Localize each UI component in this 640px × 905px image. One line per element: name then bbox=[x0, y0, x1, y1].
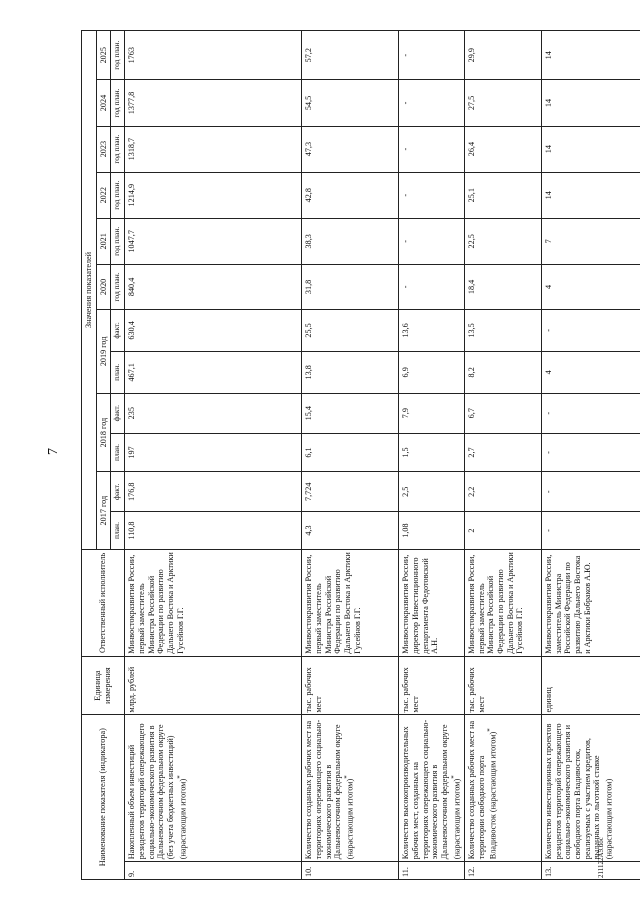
value-2023: - bbox=[399, 126, 465, 172]
indicator-name bbox=[541, 715, 640, 862]
value-2019-plan: 467,1 bbox=[125, 351, 302, 393]
value-2017-plan: 110,8 bbox=[125, 512, 302, 550]
footnote-mark: * bbox=[486, 728, 495, 732]
unit-cell: единиц bbox=[541, 656, 640, 715]
header-2025: 2025 bbox=[96, 31, 111, 80]
value-2020: - bbox=[399, 264, 465, 309]
value-2018-plan: 2,7 bbox=[464, 433, 541, 472]
value-2018-fact: 6,7 bbox=[464, 393, 541, 433]
value-2018-plan: 1,5 bbox=[399, 433, 465, 472]
header-2024-plan: год план. bbox=[111, 80, 125, 126]
row-number: 11. bbox=[399, 862, 465, 880]
value-2018-fact: 15,4 bbox=[302, 393, 399, 433]
header-2024: 2024 bbox=[96, 80, 111, 126]
header-2019-fact: факт. bbox=[111, 309, 125, 351]
value-2017-fact: 7,724 bbox=[302, 472, 399, 512]
row-number: 9. bbox=[125, 862, 302, 880]
rotated-table-container bbox=[81, 30, 616, 880]
value-2021: 7 bbox=[541, 218, 640, 264]
header-2018: 2018 год bbox=[96, 393, 111, 472]
footnote-mark: * bbox=[342, 775, 351, 779]
header-2023: 2023 bbox=[96, 126, 111, 172]
value-2025: - bbox=[399, 31, 465, 80]
header-2020-plan: год план. bbox=[111, 264, 125, 309]
value-2025: 29,9 bbox=[464, 31, 541, 80]
header-values: Значения показателей bbox=[82, 31, 97, 550]
value-2023: 26,4 bbox=[464, 126, 541, 172]
row-number: 13. bbox=[541, 862, 640, 880]
table-row bbox=[302, 31, 399, 880]
header-2023-plan: год план. bbox=[111, 126, 125, 172]
value-2017-plan: 2 bbox=[464, 512, 541, 550]
value-2017-fact: 2,5 bbox=[399, 472, 465, 512]
value-2017-fact: 176,8 bbox=[125, 472, 302, 512]
indicator-name-text: Накопленный объем инвестиций резидентов территорий опережающего социально-экономического развития в Дальневосточном федеральном округе (без учета бюджетных инвестиций) (нарастающим итогом) bbox=[127, 723, 188, 860]
header-2018-fact: факт. bbox=[111, 393, 125, 433]
value-2017-plan: 4,3 bbox=[302, 512, 399, 550]
value-2023: 1318,7 bbox=[125, 126, 302, 172]
header-2017: 2017 год bbox=[96, 472, 111, 550]
unit-cell: тыс. рабочих мест bbox=[302, 656, 399, 715]
value-2025: 14 bbox=[541, 31, 640, 80]
value-2019-plan: 6,9 bbox=[399, 351, 465, 393]
value-2022: 1214,9 bbox=[125, 172, 302, 218]
value-2020: 840,4 bbox=[125, 264, 302, 309]
header-2022-plan: год план. bbox=[111, 172, 125, 218]
indicator-name-text: Количество высокопроизводительных рабочих мест, созданных на территориях опережающего социально-экономического развития в Дальневосточном федеральном округе (нарастающим итогом) bbox=[401, 719, 462, 860]
header-name: Наименование показателя (индикатора) bbox=[82, 715, 125, 880]
row-number: 10. bbox=[302, 862, 399, 880]
value-2021: 38,3 bbox=[302, 218, 399, 264]
value-2024: - bbox=[399, 80, 465, 126]
header-2019: 2019 год bbox=[96, 309, 111, 393]
value-2024: 54,5 bbox=[302, 80, 399, 126]
value-2019-plan: 8,2 bbox=[464, 351, 541, 393]
value-2022: 42,8 bbox=[302, 172, 399, 218]
responsible-cell: Минвостокразвития России, первый заместитель Министра Российской Федерации по развитию Дальнего Востока и Арктики Гусейнов Г.Г. bbox=[464, 549, 541, 656]
header-2021: 2021 bbox=[96, 218, 111, 264]
footnote-mark: * bbox=[175, 775, 184, 779]
indicator-name-text: Количество созданных рабочих мест на территориях опережающего социально-экономического развития в Дальневосточном федеральном округе (нарастающим итогом) bbox=[304, 719, 355, 860]
responsible-cell: Минвостокразвития России, директор Инвестиционного департамента Федотовский А.Н. bbox=[399, 549, 465, 656]
unit-cell: тыс. рабочих мест bbox=[399, 656, 465, 715]
value-2020: 31,8 bbox=[302, 264, 399, 309]
header-2020: 2020 bbox=[96, 264, 111, 309]
value-2025: 57,2 bbox=[302, 31, 399, 80]
header-2017-fact: факт. bbox=[111, 472, 125, 512]
value-2018-plan: 6,1 bbox=[302, 433, 399, 472]
value-2023: 47,3 bbox=[302, 126, 399, 172]
value-2020: 18,4 bbox=[464, 264, 541, 309]
header-unit: Единица измерения bbox=[82, 656, 125, 715]
unit-cell: тыс. рабочих мест bbox=[464, 656, 541, 715]
value-2018-fact: - bbox=[541, 393, 640, 433]
header-2017-plan: план. bbox=[111, 512, 125, 550]
document-code: 211122A5.doc bbox=[597, 837, 605, 878]
value-2023: 14 bbox=[541, 126, 640, 172]
value-2019-plan: 4 bbox=[541, 351, 640, 393]
value-2017-fact: 2,2 bbox=[464, 472, 541, 512]
responsible-cell: Минвостокразвития России, заместитель Министра Российской Федерации по развитию Дальнего Востока и Арктики Бобраков А.Ю. bbox=[541, 549, 640, 656]
value-2021: 1047,7 bbox=[125, 218, 302, 264]
indicator-name-text: Количество инвестиционных проектов резидентов территорий опережающего социально-экономического развития и свободного порта Владивосток, реализуемых с участием кредитов, выданных по льготной ставке (нарастающим итогом) bbox=[543, 723, 614, 860]
header-2025-plan: год план. bbox=[111, 31, 125, 80]
table-row bbox=[464, 31, 541, 880]
header-2019-plan: план. bbox=[111, 351, 125, 393]
value-2019-fact: 13,5 bbox=[464, 309, 541, 351]
value-2024: 1377,8 bbox=[125, 80, 302, 126]
value-2022: 25,1 bbox=[464, 172, 541, 218]
value-2018-plan: 197 bbox=[125, 433, 302, 472]
value-2019-fact: - bbox=[541, 309, 640, 351]
value-2019-fact: 630,4 bbox=[125, 309, 302, 351]
value-2017-plan: 1,08 bbox=[399, 512, 465, 550]
indicators-table bbox=[81, 30, 640, 880]
value-2021: - bbox=[399, 218, 465, 264]
value-2019-fact: 13,6 bbox=[399, 309, 465, 351]
value-2017-fact: - bbox=[541, 472, 640, 512]
indicator-name bbox=[125, 715, 302, 862]
indicator-name bbox=[399, 715, 465, 862]
responsible-cell: Минвостокразвития России, первый заместитель Министра Российской Федерации по развитию Дальнего Востока и Арктики Гусейнов Г.Г. bbox=[125, 549, 302, 656]
page-number: 7 bbox=[46, 448, 61, 455]
value-2017-plan: - bbox=[541, 512, 640, 550]
header-2021-plan: год план. bbox=[111, 218, 125, 264]
table-row bbox=[125, 31, 302, 880]
indicator-name bbox=[302, 715, 399, 862]
unit-cell: млрд. рублей bbox=[125, 656, 302, 715]
footnote-mark: * bbox=[449, 775, 458, 779]
value-2022: 14 bbox=[541, 172, 640, 218]
value-2024: 14 bbox=[541, 80, 640, 126]
indicator-name-text: Количество созданных рабочих мест на территории свободного порта Владивосток (нарастающим итогом) bbox=[466, 720, 499, 860]
header-2022: 2022 bbox=[96, 172, 111, 218]
table-row bbox=[399, 31, 465, 880]
value-2020: 4 bbox=[541, 264, 640, 309]
value-2018-fact: 235 bbox=[125, 393, 302, 433]
table-row bbox=[541, 31, 640, 880]
value-2019-plan: 13,8 bbox=[302, 351, 399, 393]
header-responsible: Ответственный исполнитель bbox=[82, 549, 125, 656]
value-2025: 1763 bbox=[125, 31, 302, 80]
value-2018-plan: - bbox=[541, 433, 640, 472]
value-2024: 27,5 bbox=[464, 80, 541, 126]
header-2018-plan: план. bbox=[111, 433, 125, 472]
responsible-cell: Минвостокразвития России, первый заместитель Министра Российской Федерации по развитию Дальнего Востока и Арктики Гусейнов Г.Г. bbox=[302, 549, 399, 656]
indicator-name bbox=[464, 715, 541, 862]
value-2021: 22,5 bbox=[464, 218, 541, 264]
value-2019-fact: 25,5 bbox=[302, 309, 399, 351]
value-2018-fact: 7,9 bbox=[399, 393, 465, 433]
row-number: 12. bbox=[464, 862, 541, 880]
value-2022: - bbox=[399, 172, 465, 218]
